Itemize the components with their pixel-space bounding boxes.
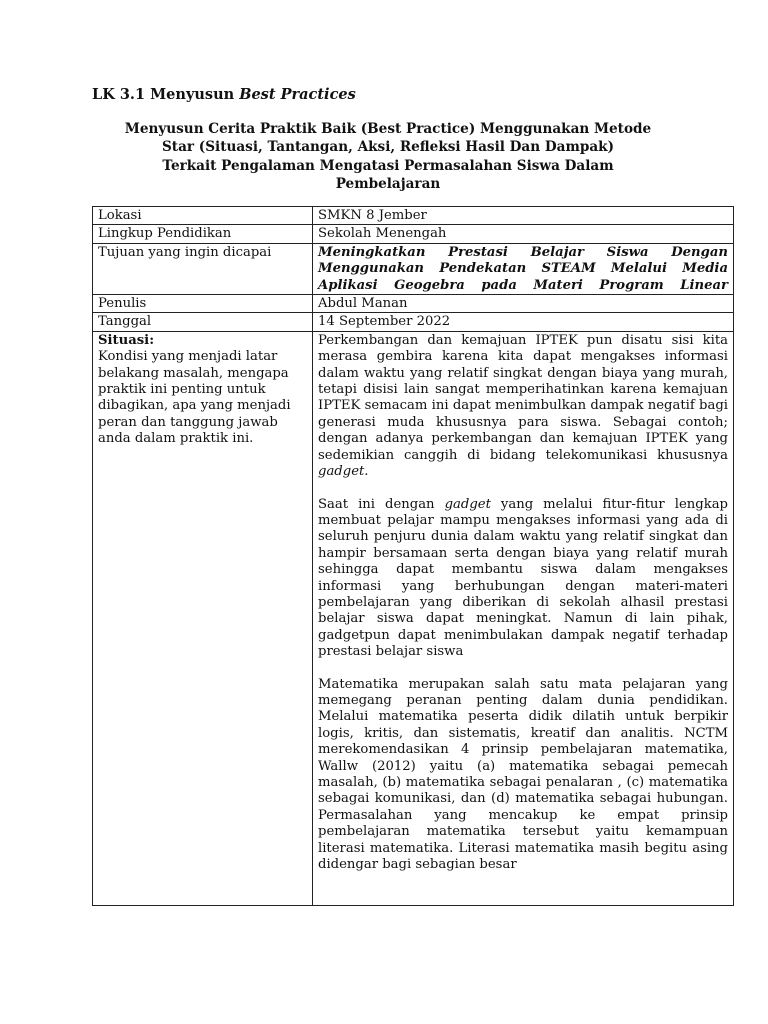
heading-line: Menyusun Cerita Praktik Baik (Best Practice) Menggunakan Metode <box>124 121 652 137</box>
heading-line: Terkait Pengalaman Mengatasi Permasalahan Siswa Dalam <box>162 157 614 174</box>
heading-line: Pembelajaran <box>335 176 441 193</box>
para2-text-b: yang melalui fitur-fitur lengkap membuat pelajar mampu mengakses informasi yang ada di seluruh penjuru dunia dalam waktu yang relatif singkat dan hampir bersamaan serta dengan biaya yang relatif murah sehingga dapat membantu siswa dalam mengakses informasi yang berhubungan dengan materi-materi pembelajaran yang diberikan di sekolah alhasil prestasi belajar siswa dapat meningkat. Namun di lain pihak, gadgetpun dapat menimbulakan dampak negatif terhadap prestasi belajar siswa <box>318 496 728 660</box>
table-row-lingkup <box>93 225 734 243</box>
para1-italic: gadget. <box>318 464 369 480</box>
situasi-description: Kondisi yang menjadi latar belakang masalah, mengapa praktik ini penting untuk dibagikan, apa yang menjadi peran dan tanggung jawab anda dalam praktik ini. <box>98 349 291 447</box>
table-row-lokasi <box>93 207 734 225</box>
row-value: SMKN 8 Jember <box>313 207 734 225</box>
row-value: 14 September 2022 <box>313 313 734 331</box>
row-label: Tujuan yang ingin dicapai <box>93 243 313 294</box>
row-label: Tanggal <box>93 313 313 331</box>
situasi-label: Situasi: <box>98 332 155 348</box>
situasi-content-cell <box>313 331 734 905</box>
row-value: Sekolah Menengah <box>313 225 734 243</box>
row-value: Abdul Manan <box>313 295 734 313</box>
lk-title <box>92 86 356 103</box>
best-practice-table <box>92 206 734 906</box>
table-row-situasi <box>93 331 734 905</box>
table-row-tujuan <box>93 243 734 294</box>
situasi-body <box>318 333 728 905</box>
lk-title-prefix: LK 3.1 Menyusun <box>92 86 240 103</box>
row-value-tujuan: Meningkatkan Prestasi Belajar Siswa Dengan Menggunakan Pendekatan STEAM Melalui Media Aplikasi Geogebra pada Materi Program Linear <box>313 243 734 294</box>
paragraph-2 <box>318 497 728 661</box>
paragraph-1 <box>318 333 728 481</box>
paragraph-3: Matematika merupakan salah satu mata pelajaran yang memegang peranan penting dalam dunia pendidikan. Melalui matematika peserta didik dilatih untuk berpikir logis, kritis, dan sistematis, kreatif dan analitis. NCTM merekomendasikan 4 prinsip pembelajaran matematika, Wallw (2012) yaitu (a) matematika sebagai pemecah masalah, (b) matematika sebagai penalaran , (c) matematika sebagai komunikasi, dan (d) matematika sebagai hubungan. Permasalahan yang mencakup ke empat prinsip pembelajaran matematika tersebut yaitu kemampuan literasi matematika. Literasi matematika masih begitu asing didengar bagi sebagian besar <box>318 676 728 873</box>
document-heading <box>92 120 684 194</box>
para1-text: Perkembangan dan kemajuan IPTEK pun disatu sisi kita merasa gembira karena kita dapat mengakses informasi dalam waktu yang relatif singkat dengan biaya yang murah, tetapi disisi lain sangat memperihatinkan karena kemajuan IPTEK semacam ini dapat menimbulkan dampak negatif bagi generasi muda khususnya para siswa. Sebagai contoh; dengan adanya perkembangan dan kemajuan IPTEK yang sedemikian canggih di bidang telekomunikasi khususnya <box>318 332 728 463</box>
heading-line: Star (Situasi, Tantangan, Aksi, Refleksi Hasil Dan Dampak) <box>161 139 615 156</box>
para2-text-a: Saat ini dengan <box>318 496 445 512</box>
row-label: Lingkup Pendidikan <box>93 225 313 243</box>
table-row-penulis <box>93 295 734 313</box>
row-label: Lokasi <box>93 207 313 225</box>
para2-italic: gadget <box>444 496 491 512</box>
lk-title-italic: Best Practices <box>239 86 356 103</box>
table-row-tanggal <box>93 313 734 331</box>
situasi-label-cell <box>93 331 313 905</box>
row-label: Penulis <box>93 295 313 313</box>
